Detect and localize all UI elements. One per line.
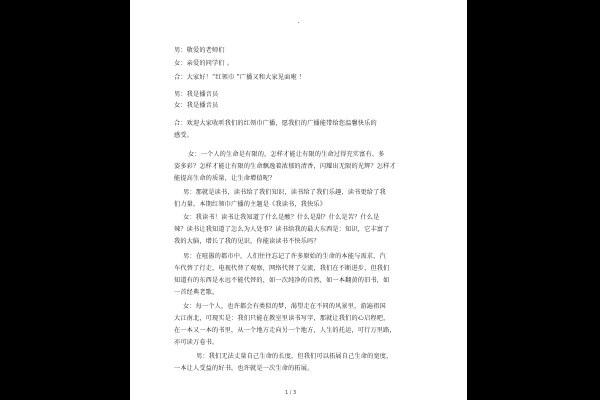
text-line: 姿多彩？怎样才能让有限的生命飘逸着浓郁的清香，闪耀出无限的光辉？怎样才 bbox=[174, 163, 396, 170]
text-line: 我的大脑，增长了我的见识，你能读读书不快乐吗？ bbox=[174, 238, 320, 245]
text-line: 在一本又一本的书里，从一个地方走向另一个地方，人生的托运，可行万里路， bbox=[174, 327, 396, 334]
text-line: 知道有的东西是永远不能代替的，如一次纯净的自然，如一本翻黄的旧书，如 bbox=[174, 277, 390, 284]
text-line: 车代替了行走，电视代替了观察，网络代替了交流，我们在不断进步，但我们 bbox=[174, 265, 390, 272]
text-line: 男：我是播音员 bbox=[174, 91, 219, 98]
text-line: 一首经典老歌。 bbox=[174, 289, 219, 296]
text-line: 亦可读万卷书。 bbox=[174, 339, 219, 346]
text-line: 大江南北，可现实是：我们只能在教室里读书写字，那就让我们的心启程吧， bbox=[174, 315, 390, 322]
text-line: 女：亲爱的同学们 。 bbox=[174, 60, 234, 67]
text-line: 一本让人受益的好书，也许就是一次生命的拓展。 bbox=[174, 365, 314, 372]
text-line: 能提高生命的质量，让生命增值呢？ bbox=[174, 175, 276, 182]
text-line: 们力量。本期红领巾广播的主题是《我读书，我快乐》 bbox=[174, 201, 327, 208]
page-mark bbox=[298, 22, 299, 23]
text-line: 女：我是播音员 bbox=[174, 102, 219, 109]
text-line: 合：欢迎大家收听我们的红领巾广播，愿我们的广播能带给您温馨快乐的 bbox=[174, 120, 377, 127]
text-line: 辣？读书让我知道了怎么为人处事？读书给我的最大东西是：知识，它丰富了 bbox=[174, 226, 390, 233]
document-page bbox=[130, 0, 467, 400]
text-line: 合：大家好！“红领巾 ”广播又和大家见面啦 ！ bbox=[174, 74, 306, 81]
text-line: 感受。 bbox=[174, 132, 194, 139]
text-line: 男：我们无法丈量自己生命的长度，但我们可以拓展自己生命的宽度， bbox=[196, 353, 393, 360]
text-line: 男：那就是读书，读书给了我们知识，读书给了我们乐趣，读书更给了我 bbox=[183, 189, 386, 196]
text-line: 女：每一个人，也许都会有类似的梦，渴望走在不同的风景里，游遍祖国 bbox=[183, 303, 386, 310]
page-number: 1 / 3 bbox=[285, 390, 297, 396]
text-line: 女：我读书！读书让我知道了什么是酸？什么是甜？什么是苦？什么是 bbox=[183, 214, 380, 221]
text-line: 男：敬爱的老师们 bbox=[174, 47, 225, 54]
text-line: 男：在喧嚣的都市中，人们往往忘记了许多原始的生命的本能与需求，汽 bbox=[183, 253, 386, 260]
text-line: 女：一个人的生命是有限的，怎样才能让有限的生命过得充实富有、多 bbox=[188, 151, 385, 158]
